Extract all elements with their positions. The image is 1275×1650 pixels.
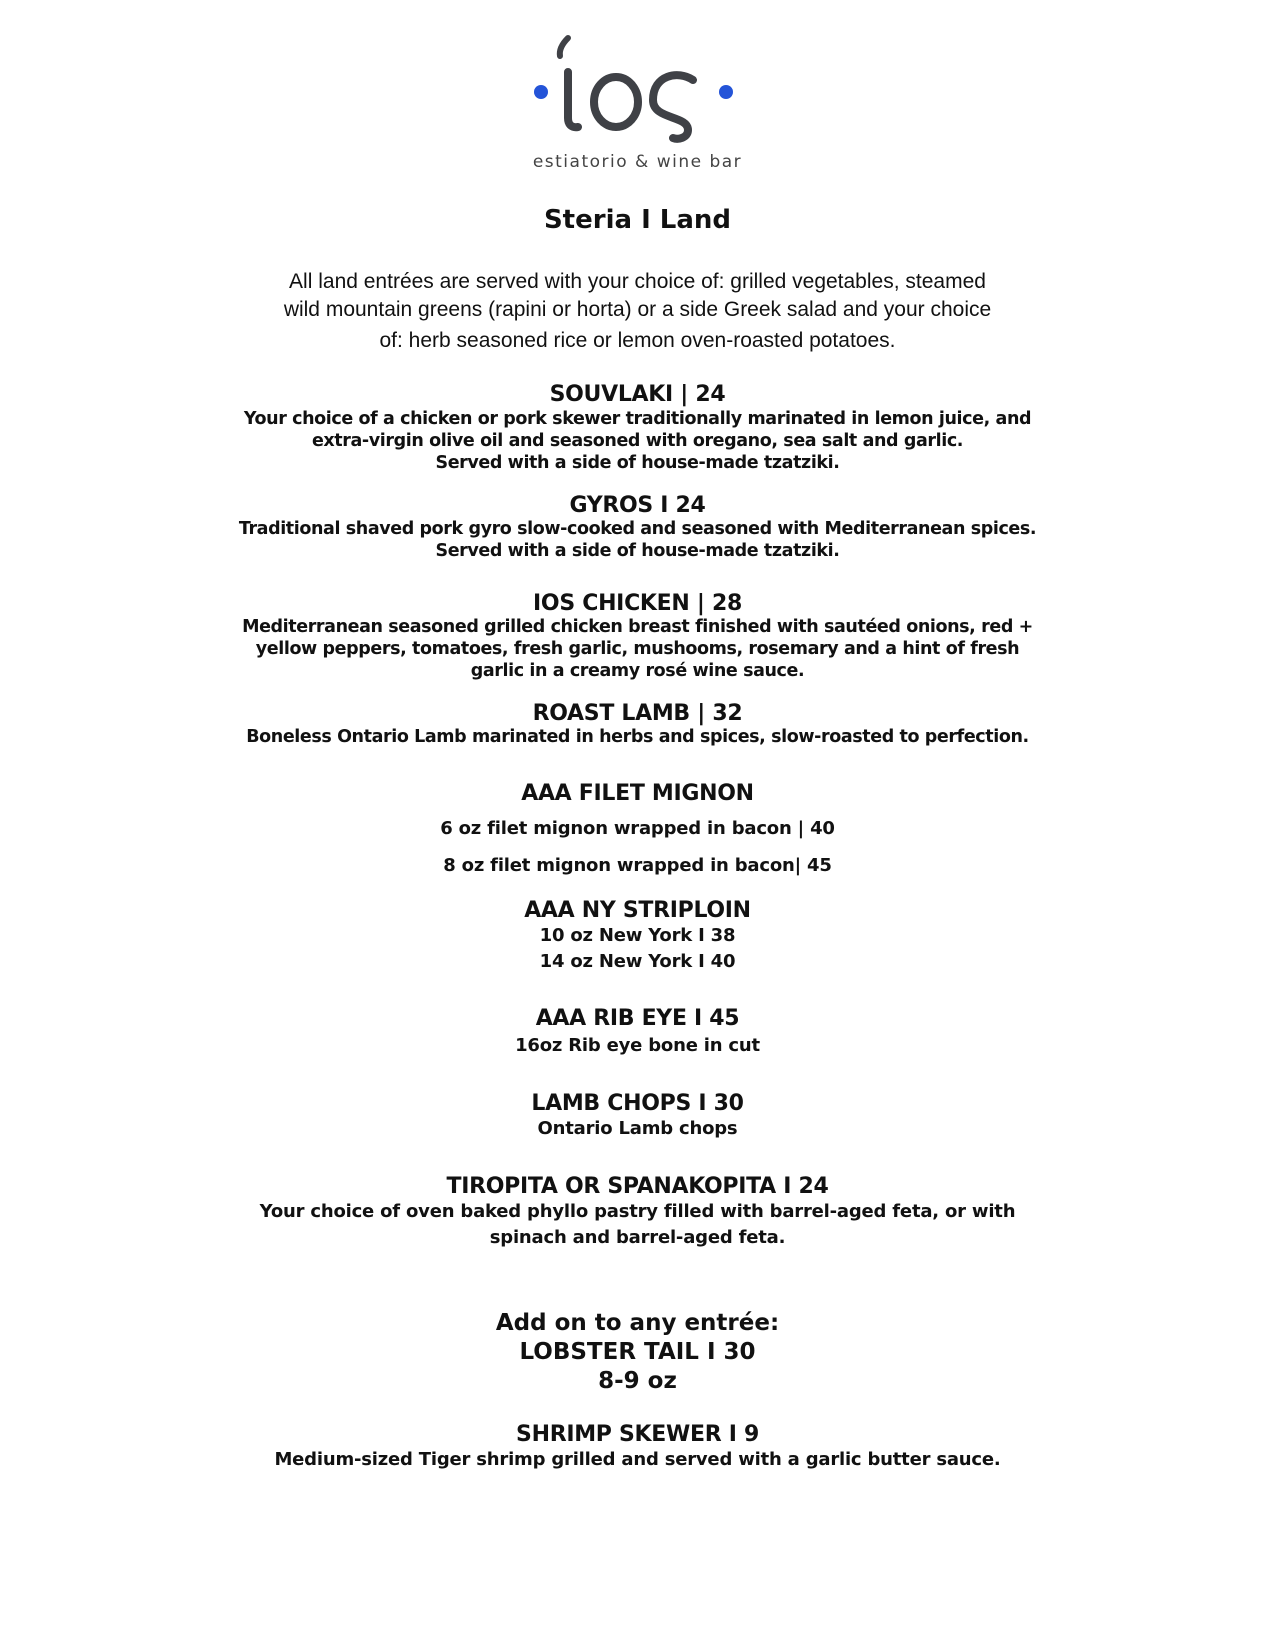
intro-text [0, 268, 1275, 355]
item-options [0, 1033, 1275, 1059]
item-options [0, 810, 1275, 884]
item-title: SHRIMP SKEWER I 9 [516, 1422, 759, 1447]
menu-item-shrimp-skewer [0, 1422, 1275, 1473]
item-title: IOS CHICKEN | 28 [533, 591, 742, 616]
option-line: 6 oz filet mignon wrapped in bacon | 40 [440, 818, 835, 839]
menu-item-tiropita [0, 1174, 1275, 1251]
item-title: SOUVLAKI | 24 [549, 382, 726, 407]
menu-item-ny-striploin [0, 898, 1275, 975]
lobster-size: 8-9 oz [598, 1368, 677, 1394]
desc-line: Your choice of a chicken or pork skewer traditionally marinated in lemon juice, and [243, 409, 1032, 429]
item-description [0, 616, 1275, 682]
item-description [0, 518, 1275, 562]
item-title: AAA NY STRIPLOIN [524, 898, 751, 923]
item-options [0, 1116, 1275, 1142]
restaurant-logo [0, 30, 1275, 145]
desc-line: garlic in a creamy rosé wine sauce. [470, 661, 805, 681]
option-line: Ontario Lamb chops [537, 1118, 738, 1139]
menu-item-gyros [0, 493, 1275, 562]
section-heading: Steria I Land [543, 205, 732, 235]
menu-item-souvlaki [0, 382, 1275, 474]
desc-line: yellow peppers, tomatoes, fresh garlic, mushooms, rosemary and a hint of fresh [255, 639, 1020, 659]
tagline: estiatorio & wine bar [532, 152, 743, 172]
addons-section [0, 1309, 1275, 1396]
item-options [0, 923, 1275, 975]
option-line: 8 oz filet mignon wrapped in bacon| 45 [443, 855, 832, 876]
ios-logo-mark [528, 30, 748, 145]
menu-item-rib-eye [0, 1006, 1275, 1059]
menu-item-roast-lamb [0, 701, 1275, 748]
desc-line: Served with a side of house-made tzatziki. [435, 541, 840, 561]
desc-line: extra-virgin olive oil and seasoned with oregano, sea salt and garlic. [311, 431, 964, 451]
item-title: AAA FILET MIGNON [521, 781, 754, 806]
menu-item-lamb-chops [0, 1091, 1275, 1142]
item-description [0, 726, 1275, 748]
option-line: 14 oz New York I 40 [539, 951, 736, 972]
desc-line: Traditional shaved pork gyro slow-cooked and seasoned with Mediterranean spices. [238, 519, 1037, 539]
item-title: LAMB CHOPS I 30 [531, 1091, 744, 1116]
item-title: GYROS I 24 [569, 493, 706, 518]
item-title: AAA RIB EYE I 45 [535, 1006, 740, 1031]
intro-line: of: herb seasoned rice or lemon oven-roasted potatoes. [379, 329, 896, 352]
item-description: Medium-sized Tiger shrimp grilled and served with a garlic butter sauce. [274, 1449, 1001, 1470]
item-description [0, 1199, 1275, 1251]
item-description [0, 408, 1275, 474]
desc-line: spinach and barrel-aged feta. [489, 1227, 786, 1248]
desc-line: Your choice of oven baked phyllo pastry filled with barrel-aged feta, or with [259, 1201, 1016, 1222]
item-title: TIROPITA OR SPANAKOPITA I 24 [446, 1174, 829, 1199]
menu-item-filet-mignon [0, 781, 1275, 884]
option-line: 10 oz New York I 38 [539, 925, 736, 946]
option-line: 16oz Rib eye bone in cut [515, 1035, 760, 1056]
menu-item-ios-chicken [0, 591, 1275, 682]
desc-line: Served with a side of house-made tzatziki. [435, 453, 840, 473]
intro-line: All land entrées are served with your choice of: grilled vegetables, steamed [289, 270, 986, 293]
lobster-title: LOBSTER TAIL I 30 [519, 1339, 756, 1365]
logo-right-dot [719, 85, 733, 99]
logo-left-dot [534, 85, 548, 99]
desc-line: Mediterranean seasoned grilled chicken breast finished with sautéed onions, red + [242, 617, 1033, 637]
desc-line: Boneless Ontario Lamb marinated in herbs and spices, slow-roasted to perfection. [246, 727, 1029, 747]
intro-line: wild mountain greens (rapini or horta) or a side Greek salad and your choice [283, 298, 992, 321]
item-title: ROAST LAMB | 32 [532, 701, 743, 726]
addons-heading: Add on to any entrée: [495, 1310, 780, 1336]
